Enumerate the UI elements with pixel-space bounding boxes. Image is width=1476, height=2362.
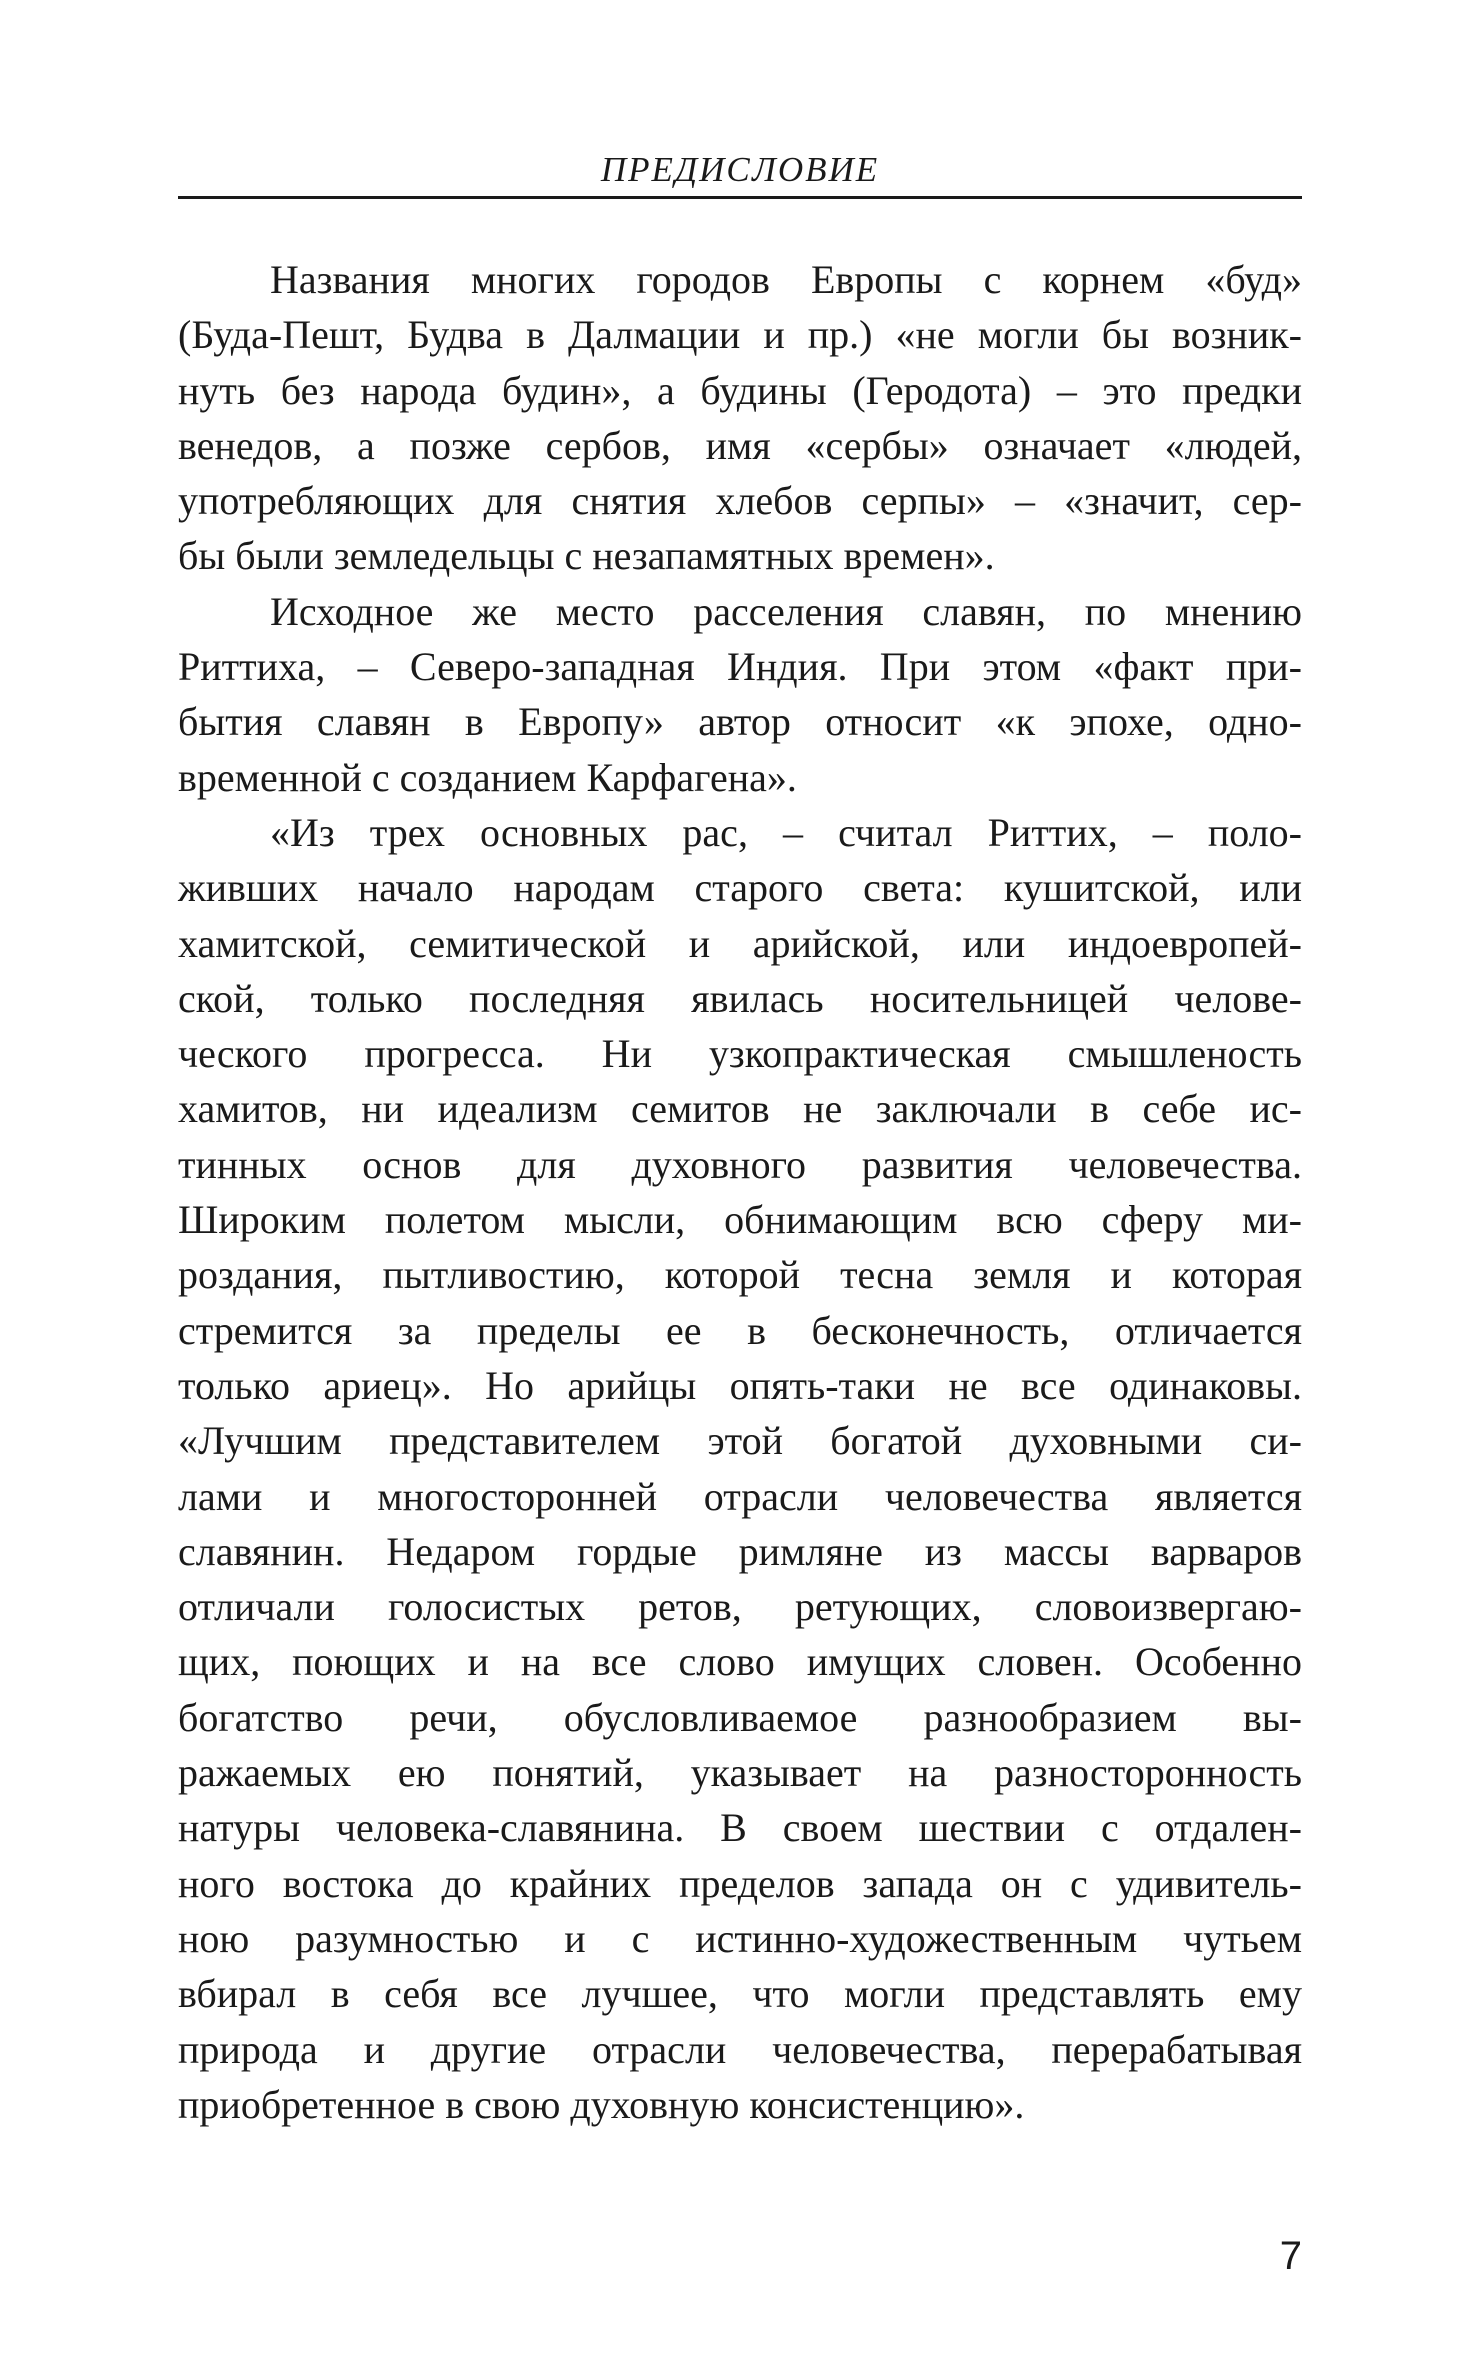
text-line: ской, только последняя явилась носительницей челове-: [178, 975, 1302, 1021]
page-number: 7: [1279, 2234, 1302, 2278]
text-line: стремится за пределы ее в бесконечность, отличается: [178, 1307, 1302, 1353]
text-line: Исходное же место расселения славян, по мнению: [270, 588, 1302, 634]
text-line: (Буда-Пешт, Будва в Далмации и пр.) «не могли бы возник-: [178, 312, 1302, 358]
text-line: богатство речи, обусловливаемое разнообразием вы-: [178, 1694, 1302, 1740]
text-line: хамитов, ни идеализм семитов не заключали в себе ис-: [178, 1086, 1302, 1132]
running-header: ПРЕДИСЛОВИЕ: [600, 150, 880, 189]
text-line: Широким полетом мысли, обнимающим всю сферу ми-: [178, 1197, 1302, 1243]
text-line: ражаемых ею понятий, указывает на разносторонность: [178, 1750, 1302, 1796]
text-line: вбирал в себя все лучшее, что могли представлять ему: [178, 1971, 1302, 2017]
text-line: нуть без народа будин», а будины (Геродота) – это предки: [178, 367, 1302, 413]
text-line: тинных основ для духовного развития человечества.: [178, 1141, 1302, 1187]
body-text: [178, 252, 1302, 2132]
text-line: «Лучшим представителем этой богатой духовными си-: [178, 1418, 1302, 1464]
text-line: «Из трех основных рас, – считал Риттих, – поло-: [270, 809, 1302, 855]
text-line: бы были земледельцы с незапамятных времен».: [178, 533, 995, 579]
text-line: отличали голосистых ретов, ретующих, словоизвергаю-: [178, 1584, 1302, 1630]
text-line: натуры человека-славянина. В своем шествии с отдален-: [178, 1805, 1302, 1851]
text-line: живших начало народам старого света: кушитской, или: [178, 865, 1302, 911]
text-line: хамитской, семитической и арийской, или индоевропей-: [178, 920, 1302, 966]
text-line: лами и многосторонней отрасли человечества является: [178, 1473, 1302, 1519]
text-line: Названия многих городов Европы с корнем «буд»: [270, 257, 1302, 302]
text-line: ною разумностью и с истинно-художественным чутьем: [178, 1915, 1302, 1961]
paragraph-3: [178, 805, 1302, 2132]
text-line: ного востока до крайних пределов запада он с удивитель-: [178, 1860, 1302, 1906]
text-line: венедов, а позже сербов, имя «сербы» означает «людей,: [178, 422, 1302, 468]
paragraph-2: [178, 584, 1302, 805]
text-line: природа и другие отрасли человечества, перерабатывая: [178, 2026, 1302, 2072]
text-line: приобретенное в свою духовную консистенцию».: [178, 2081, 1025, 2127]
text-line: роздания, пытливостию, которой тесна земля и которая: [178, 1252, 1302, 1298]
text-line: Риттиха, – Северо-западная Индия. При этом «факт при-: [178, 644, 1302, 690]
text-line: только ариец». Но арийцы опять-таки не все одинаковы.: [178, 1362, 1302, 1408]
paragraph-1: [178, 252, 1302, 584]
header-rule: [178, 196, 1302, 199]
text-line: ческого прогресса. Ни узкопрактическая смышленость: [178, 1031, 1302, 1077]
text-line: щих, поющих и на все слово имущих словен. Особенно: [178, 1639, 1302, 1685]
text-line: употребляющих для снятия хлебов серпы» – «значит, сер-: [178, 478, 1302, 524]
text-line: временной с созданием Карфагена».: [178, 754, 797, 800]
text-line: славянин. Недаром гордые римляне из массы варваров: [178, 1528, 1302, 1574]
text-line: бытия славян в Европу» автор относит «к эпохе, одно-: [178, 699, 1302, 745]
